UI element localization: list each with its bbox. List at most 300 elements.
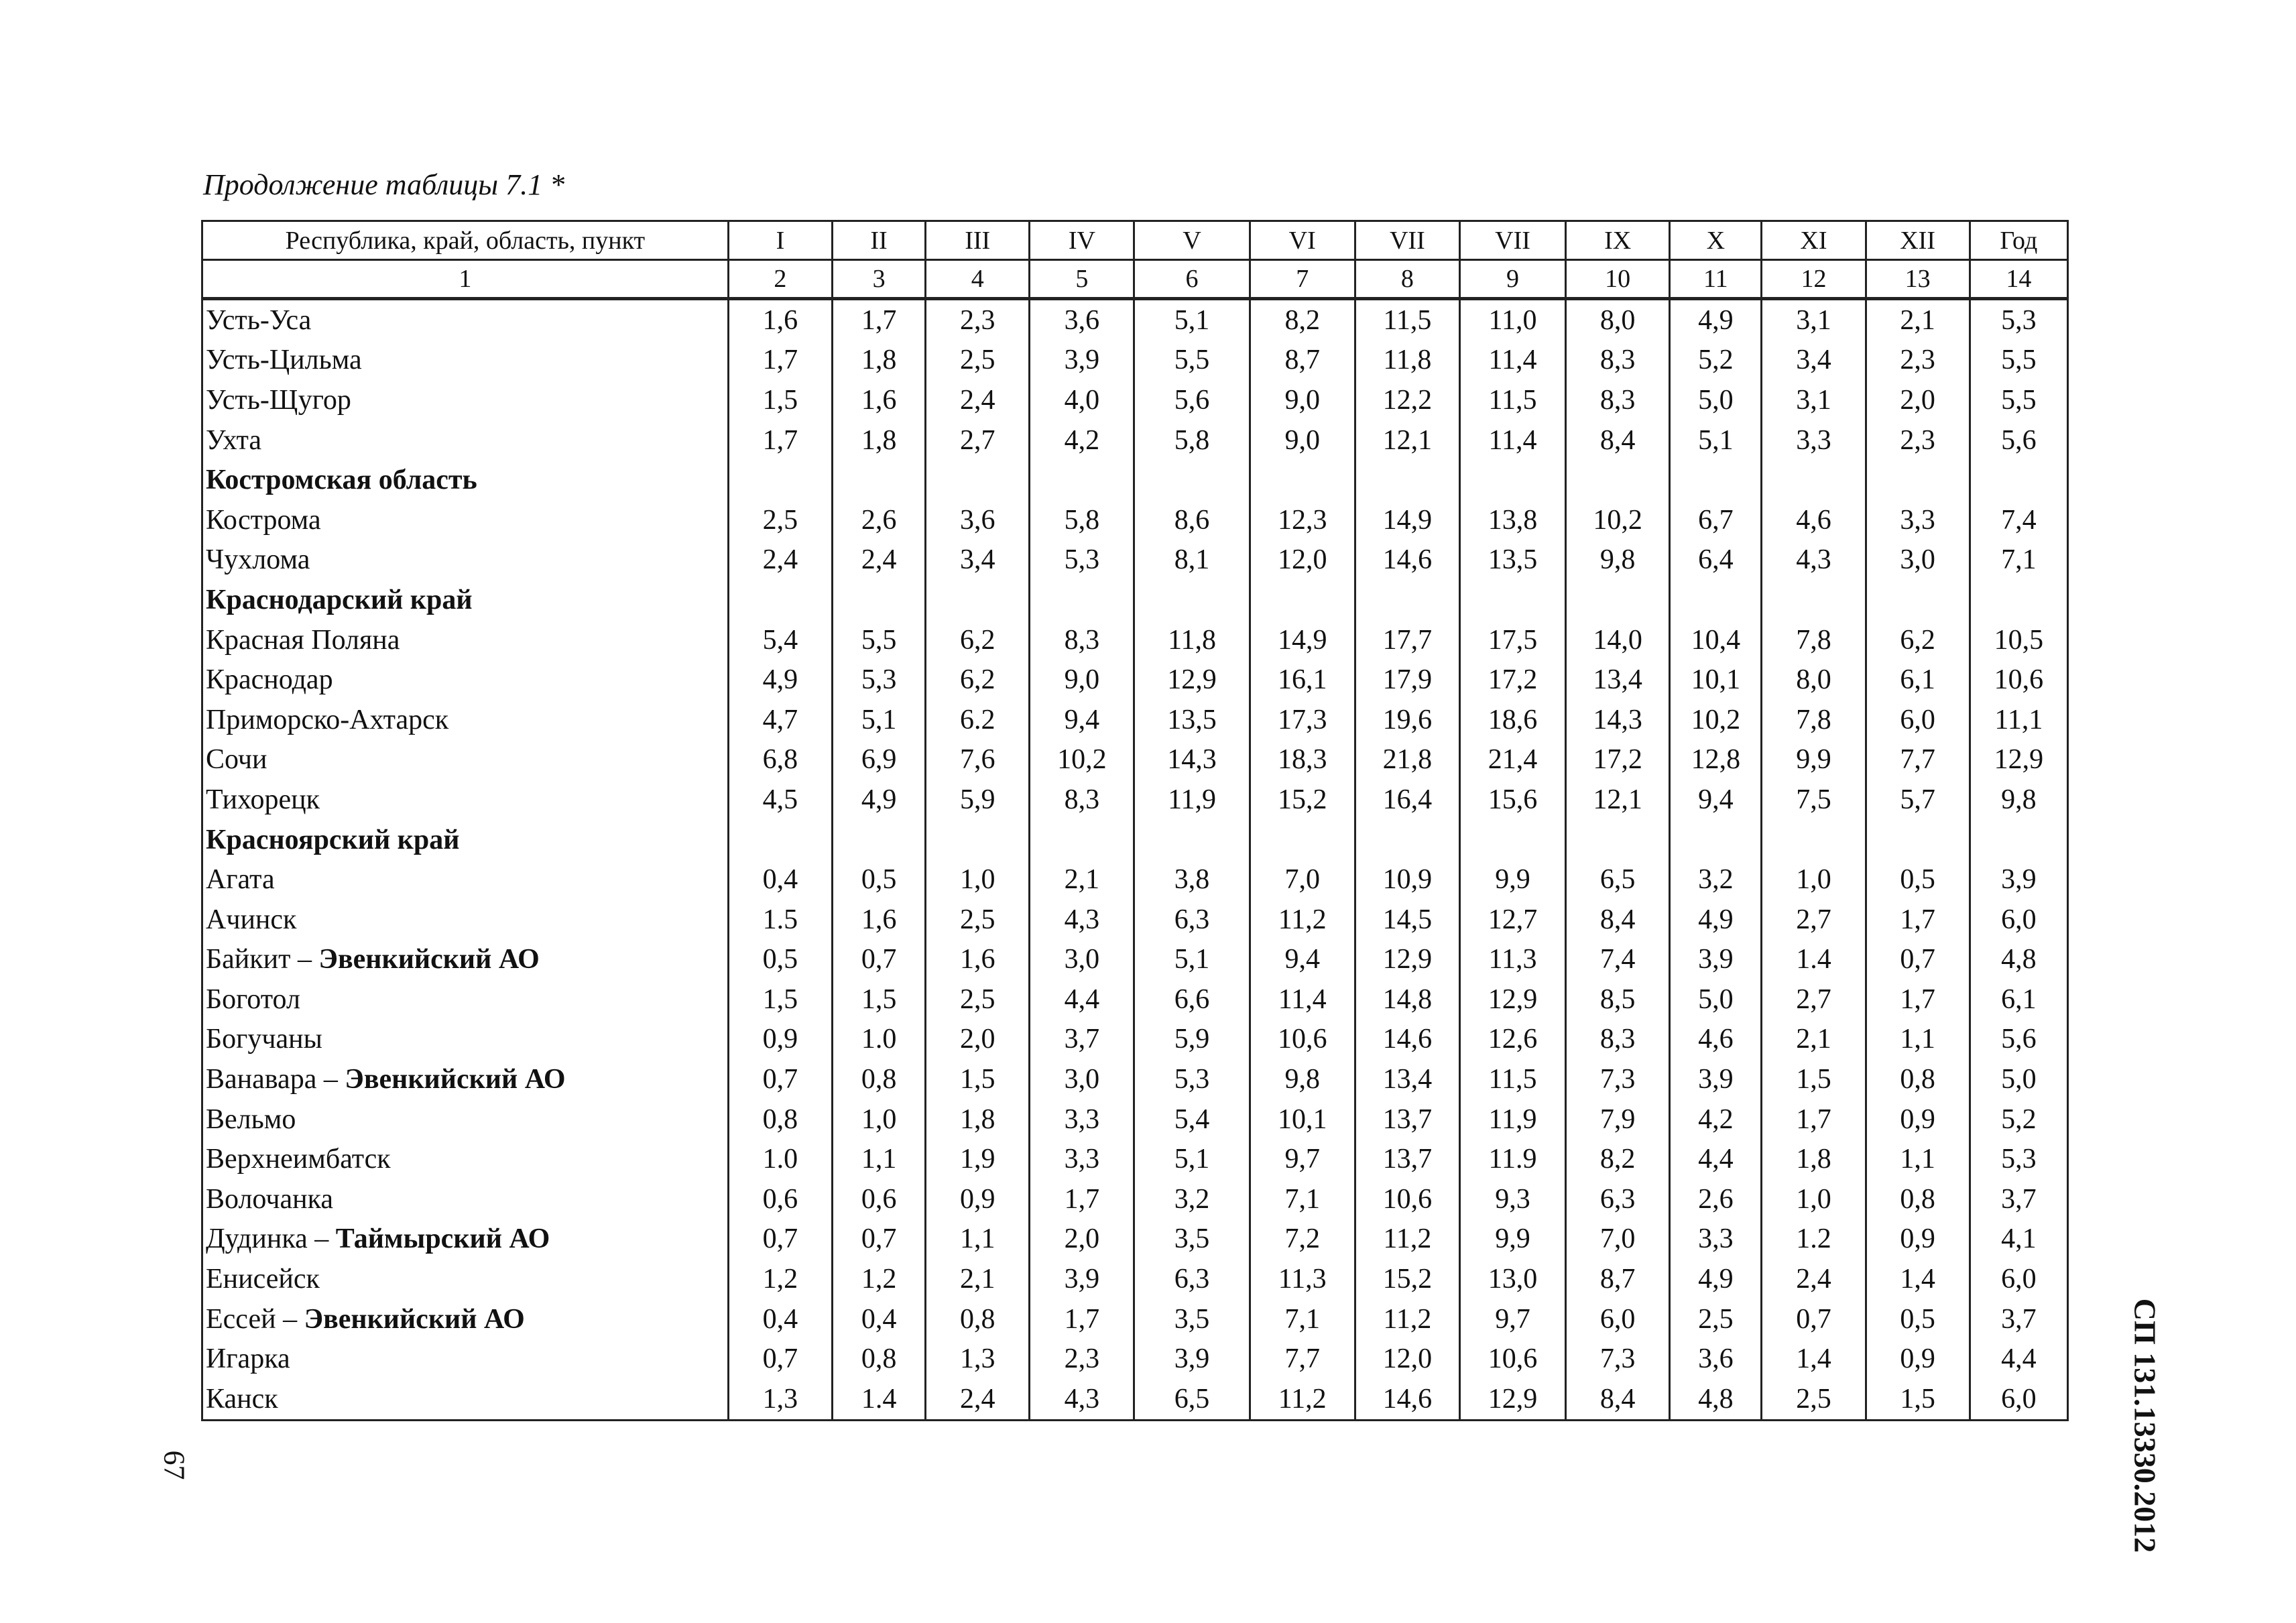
table-cell: 4,9 [1670,1259,1762,1299]
column-number: 14 [1970,260,2067,299]
table-cell: 3,0 [1866,540,1970,581]
table-cell: 12,9 [1459,1379,1565,1420]
table-row [202,740,2068,780]
table-cell: 3,9 [1970,859,2067,900]
table-cell: 9,9 [1459,859,1565,900]
place-name [202,380,729,420]
table-cell: 5,7 [1866,780,1970,820]
table-cell: 0,7 [1866,940,1970,980]
table-cell: 1,0 [1762,859,1866,900]
table-cell: 5,3 [833,660,926,700]
table-cell: 0,7 [833,1219,926,1260]
table-cell: 6,6 [1134,979,1250,1020]
table-cell: 1,9 [926,1139,1030,1179]
table-cell: 1,7 [833,299,926,341]
table-cell: 9,0 [1030,660,1134,700]
table-cell: 6,4 [1670,540,1762,581]
place-name [202,940,729,980]
table-cell: 7,8 [1762,700,1866,740]
place-name-text: Приморско-Ахтарск [206,704,449,735]
place-name [202,1259,729,1299]
table-cell: 10,2 [1030,740,1134,780]
place-name [202,740,729,780]
table-cell: 7,0 [1250,859,1355,900]
column-number: 2 [728,260,832,299]
table-cell: 6,3 [1134,1259,1250,1299]
table-cell: 0,8 [833,1339,926,1379]
table-cell [1670,460,1762,500]
place-name-text: Краснодар [206,664,333,696]
table-body [202,299,2068,1421]
table-cell: 18,6 [1459,700,1565,740]
table-row [202,1299,2068,1339]
table-cell: 13,5 [1459,540,1565,581]
table-cell: 3,2 [1670,859,1762,900]
table-cell: 6,3 [1566,1179,1670,1219]
table-cell: 6,1 [1970,979,2067,1020]
table-cell: 9,8 [1970,780,2067,820]
table-cell: 0,7 [728,1339,832,1379]
table-cell: 9,3 [1459,1179,1565,1219]
place-name-text: Боготол [206,983,300,1015]
table-cell: 12,0 [1250,540,1355,581]
table-cell: 12,9 [1134,660,1250,700]
table-cell: 0,9 [926,1179,1030,1219]
table-cell: 6,8 [728,740,832,780]
climate-table [201,220,2069,1421]
table-cell: 5,3 [1030,540,1134,581]
table-cell: 3,3 [1030,1139,1134,1179]
table-cell: 11,2 [1250,900,1355,940]
table-caption: Продолжение таблицы 7.1 * [203,168,565,201]
column-number: 10 [1566,260,1670,299]
table-cell: 5,5 [1134,341,1250,381]
table-cell: 15,2 [1355,1259,1459,1299]
table-row [202,1020,2068,1060]
table-cell: 5,8 [1134,420,1250,461]
table-cell: 9,4 [1670,780,1762,820]
table-cell: 2,7 [1762,900,1866,940]
table-row [202,780,2068,820]
table-cell: 2,4 [833,540,926,581]
table-cell: 4,6 [1762,500,1866,540]
place-name [202,341,729,381]
table-cell: 7,9 [1566,1099,1670,1140]
table-cell: 1.4 [1762,940,1866,980]
table-cell: 12,6 [1459,1020,1565,1060]
table-cell: 17,9 [1355,660,1459,700]
table-cell: 2,7 [926,420,1030,461]
table-cell: 19,6 [1355,700,1459,740]
table-cell: 14,9 [1355,500,1459,540]
table-cell: 4,3 [1030,1379,1134,1420]
table-cell [1250,460,1355,500]
table-cell: 4,6 [1670,1020,1762,1060]
table-cell: 5,5 [1970,380,2067,420]
table-cell: 11,5 [1459,380,1565,420]
table-cell: 10,4 [1670,620,1762,660]
table-cell [1866,460,1970,500]
table-cell: 0,8 [926,1299,1030,1339]
document-code: СП 131.13330.2012 [2128,1298,2163,1553]
table-cell: 3,5 [1134,1299,1250,1339]
table-cell: 1,0 [926,859,1030,900]
table-cell: 1,7 [1866,979,1970,1020]
table-cell: 6,9 [833,740,926,780]
table-cell: 16,4 [1355,780,1459,820]
table-cell: 3,3 [1866,500,1970,540]
column-number: 9 [1459,260,1565,299]
table-cell: 1,4 [1762,1339,1866,1379]
table-cell: 6,3 [1134,900,1250,940]
table-cell [1459,820,1565,860]
table-cell: 7,1 [1970,540,2067,581]
table-cell: 3,7 [1030,1020,1134,1060]
table-cell: 13,4 [1355,1059,1459,1099]
table-cell: 7,1 [1250,1179,1355,1219]
table-cell: 8,2 [1566,1139,1670,1179]
table-cell: 14,3 [1566,700,1670,740]
table-cell: 16,1 [1250,660,1355,700]
table-cell: 0,8 [728,1099,832,1140]
table-cell [1459,460,1565,500]
table-cell: 0,5 [1866,1299,1970,1339]
table-cell: 5,5 [833,620,926,660]
table-cell: 2,1 [1030,859,1134,900]
table-cell: 1,1 [926,1219,1030,1260]
column-header: VII [1355,221,1459,260]
table-cell: 10,6 [1459,1339,1565,1379]
table-cell: 3,3 [1670,1219,1762,1260]
table-cell [1762,580,1866,620]
table-cell: 1,2 [833,1259,926,1299]
place-name [202,700,729,740]
table-cell [728,580,832,620]
column-header: V [1134,221,1250,260]
table-cell: 14,3 [1134,740,1250,780]
table-cell [1134,580,1250,620]
table-cell: 8,3 [1566,1020,1670,1060]
table-cell: 3,7 [1970,1299,2067,1339]
table-cell: 1,0 [833,1099,926,1140]
place-name-text: Верхнеимбатск [206,1144,391,1175]
table-cell: 0,5 [833,859,926,900]
table-cell: 2,0 [1030,1219,1134,1260]
table-cell: 14,6 [1355,1379,1459,1420]
table-cell: 8,7 [1250,341,1355,381]
table-cell: 10,6 [1970,660,2067,700]
table-cell: 1,3 [728,1379,832,1420]
table-cell: 5,3 [1134,1059,1250,1099]
table-row [202,700,2068,740]
table-cell: 8,1 [1134,540,1250,581]
table-cell: 1,6 [728,299,832,341]
table-cell: 21,4 [1459,740,1565,780]
table-cell: 5,9 [1134,1020,1250,1060]
table-cell: 5,1 [1134,299,1250,341]
table-cell: 5,1 [1670,420,1762,461]
place-name-text: Усть-Цильма [206,345,362,376]
table-cell [1459,580,1565,620]
table-cell: 11,2 [1355,1219,1459,1260]
table-cell: 11,8 [1355,341,1459,381]
column-number: 1 [202,260,729,299]
table-cell: 11,3 [1459,940,1565,980]
place-name [202,620,729,660]
table-cell: 5,1 [1134,940,1250,980]
table-cell: 11.9 [1459,1139,1565,1179]
place-name [202,979,729,1020]
table-cell: 6,5 [1134,1379,1250,1420]
place-name [202,1299,729,1339]
page-number: 67 [158,1450,191,1480]
place-name [202,1219,729,1260]
place-name-text: Дудинка – [206,1223,336,1255]
region-name [202,820,729,860]
table-cell [833,460,926,500]
table-cell: 1,4 [1866,1259,1970,1299]
table-cell: 9,0 [1250,380,1355,420]
table-cell: 2,4 [926,380,1030,420]
table-cell: 4,9 [1670,299,1762,341]
table-cell: 12,1 [1566,780,1670,820]
table-cell: 14,6 [1355,1020,1459,1060]
place-name-text: Ачинск [206,904,297,935]
table-cell [1566,820,1670,860]
table-cell: 5,4 [728,620,832,660]
table-cell: 1,1 [833,1139,926,1179]
table-cell: 9,7 [1250,1139,1355,1179]
table-cell: 8,3 [1566,341,1670,381]
table-cell: 1,7 [728,420,832,461]
table-cell [1670,580,1762,620]
table-cell: 5,9 [926,780,1030,820]
table-cell: 11,2 [1355,1299,1459,1339]
table-cell: 12,1 [1355,420,1459,461]
table-cell: 6,0 [1970,1259,2067,1299]
table-cell: 8,4 [1566,1379,1670,1420]
table-cell: 4,1 [1970,1219,2067,1260]
table-cell: 12,2 [1355,380,1459,420]
table-cell [1566,580,1670,620]
table-cell [1355,460,1459,500]
table-cell: 4,7 [728,700,832,740]
table-cell: 11,8 [1134,620,1250,660]
table-cell: 15,2 [1250,780,1355,820]
table-cell: 1,1 [1866,1139,1970,1179]
table-cell: 17,5 [1459,620,1565,660]
table-cell: 11,2 [1250,1379,1355,1420]
column-header: XI [1762,221,1866,260]
district-name: Эвенкийский АО [304,1303,525,1335]
table-cell: 8,5 [1566,979,1670,1020]
table-cell: 1.2 [1762,1219,1866,1260]
table-cell: 3,8 [1134,859,1250,900]
table-cell: 12,9 [1970,740,2067,780]
table-cell: 4,9 [1670,900,1762,940]
place-name [202,660,729,700]
column-header: VI [1250,221,1355,260]
table-cell: 5,0 [1970,1059,2067,1099]
place-name-text: Енисейск [206,1264,320,1295]
table-cell: 3,1 [1762,380,1866,420]
table-cell: 8,3 [1030,780,1134,820]
table-cell: 1.4 [833,1379,926,1420]
table-cell: 13,7 [1355,1139,1459,1179]
table-cell: 6,0 [1970,900,2067,940]
table-cell [1250,580,1355,620]
table-cell: 0,9 [728,1020,832,1060]
place-name [202,500,729,540]
table-cell: 4,2 [1030,420,1134,461]
table-cell: 3,5 [1134,1219,1250,1260]
table-cell: 11,4 [1250,979,1355,1020]
place-name [202,1179,729,1219]
table-row [202,859,2068,900]
table-row [202,540,2068,581]
table-row [202,1379,2068,1420]
table-cell: 7,7 [1866,740,1970,780]
table-cell [833,580,926,620]
table-cell: 11,4 [1459,420,1565,461]
table-cell: 3,4 [926,540,1030,581]
table-cell [1970,820,2067,860]
table-row [202,380,2068,420]
table-cell: 0,9 [1866,1339,1970,1379]
table-cell: 5,6 [1970,420,2067,461]
place-name [202,1139,729,1179]
place-name-text: Агата [206,864,275,896]
table-cell [1030,820,1134,860]
table-cell: 4,4 [1670,1139,1762,1179]
table-cell: 2,7 [1762,979,1866,1020]
table-cell: 0,8 [1866,1179,1970,1219]
table-cell: 7,2 [1250,1219,1355,1260]
place-name-text: Канск [206,1383,278,1415]
table-cell: 6,1 [1866,660,1970,700]
table-cell: 1,5 [1762,1059,1866,1099]
table-cell [1762,460,1866,500]
table-cell: 1.0 [728,1139,832,1179]
table-cell: 7,4 [1566,940,1670,980]
table-cell: 7,3 [1566,1339,1670,1379]
table-cell [1355,820,1459,860]
table-cell: 1,6 [833,900,926,940]
table-cell [926,580,1030,620]
table-cell: 3,7 [1970,1179,2067,1219]
table-cell: 0,8 [833,1059,926,1099]
table-row [202,1139,2068,1179]
table-row [202,979,2068,1020]
column-number: 12 [1762,260,1866,299]
table-cell: 6,7 [1670,500,1762,540]
table-cell: 4,9 [728,660,832,700]
table-cell: 1,8 [1762,1139,1866,1179]
table-cell: 2,3 [1030,1339,1134,1379]
district-name: Эвенкийский АО [318,944,540,975]
place-name [202,780,729,820]
table-cell: 11,4 [1459,341,1565,381]
table-cell [833,820,926,860]
table-cell: 6,0 [1970,1379,2067,1420]
table-cell: 0,5 [728,940,832,980]
place-name [202,859,729,900]
table-cell: 17,2 [1566,740,1670,780]
table-cell: 4,5 [728,780,832,820]
table-cell: 3,1 [1762,299,1866,341]
table-cell: 2,4 [728,540,832,581]
table-cell: 15,6 [1459,780,1565,820]
table-cell [1134,460,1250,500]
table-cell [1355,580,1459,620]
table-cell: 2,5 [926,341,1030,381]
table-cell: 1,3 [926,1339,1030,1379]
table-cell: 17,3 [1250,700,1355,740]
place-name-text: Тихорецк [206,784,320,815]
table-cell: 0,7 [833,940,926,980]
table-cell: 1,7 [1030,1179,1134,1219]
table-cell: 2,0 [926,1020,1030,1060]
region-name [202,460,729,500]
place-name [202,1379,729,1420]
table-cell: 3,9 [1670,940,1762,980]
table-cell: 12,9 [1459,979,1565,1020]
district-name: Эвенкийский АО [345,1064,566,1095]
table-cell: 1,2 [728,1259,832,1299]
place-name-text: Волочанка [206,1183,333,1215]
table-cell: 6,0 [1866,700,1970,740]
table-cell: 9,9 [1459,1219,1565,1260]
table-row [202,620,2068,660]
table-cell: 1,1 [1866,1020,1970,1060]
table-cell: 1,7 [1030,1299,1134,1339]
table-cell: 12,3 [1250,500,1355,540]
table-cell: 0,6 [728,1179,832,1219]
table-cell [1866,580,1970,620]
table-cell: 4,3 [1762,540,1866,581]
table-cell: 8,2 [1250,299,1355,341]
table-cell: 18,3 [1250,740,1355,780]
table-cell: 7,6 [926,740,1030,780]
table-cell: 4,8 [1970,940,2067,980]
table-row [202,1339,2068,1379]
table-cell: 4,9 [833,780,926,820]
table-cell: 3,9 [1030,341,1134,381]
table-cell: 5,0 [1670,380,1762,420]
table-cell: 0,8 [1866,1059,1970,1099]
table-cell: 4,4 [1030,979,1134,1020]
column-number-row [202,260,2068,299]
table-cell: 12,9 [1355,940,1459,980]
column-number: 6 [1134,260,1250,299]
table-cell [728,820,832,860]
table-cell: 2,3 [1866,420,1970,461]
table-cell: 6,2 [1866,620,1970,660]
table-cell: 8,6 [1134,500,1250,540]
table-cell: 3,6 [926,500,1030,540]
table-cell: 10,2 [1670,700,1762,740]
place-name-text: Игарка [206,1343,290,1375]
column-header-name: Республика, край, область, пункт [202,221,729,260]
table-cell: 2,5 [728,500,832,540]
column-header: I [728,221,832,260]
column-header: II [833,221,926,260]
table-row [202,940,2068,980]
table-cell: 9,8 [1250,1059,1355,1099]
table-cell: 13,5 [1134,700,1250,740]
table-cell: 5,5 [1970,341,2067,381]
district-name: Таймырский АО [335,1223,550,1255]
